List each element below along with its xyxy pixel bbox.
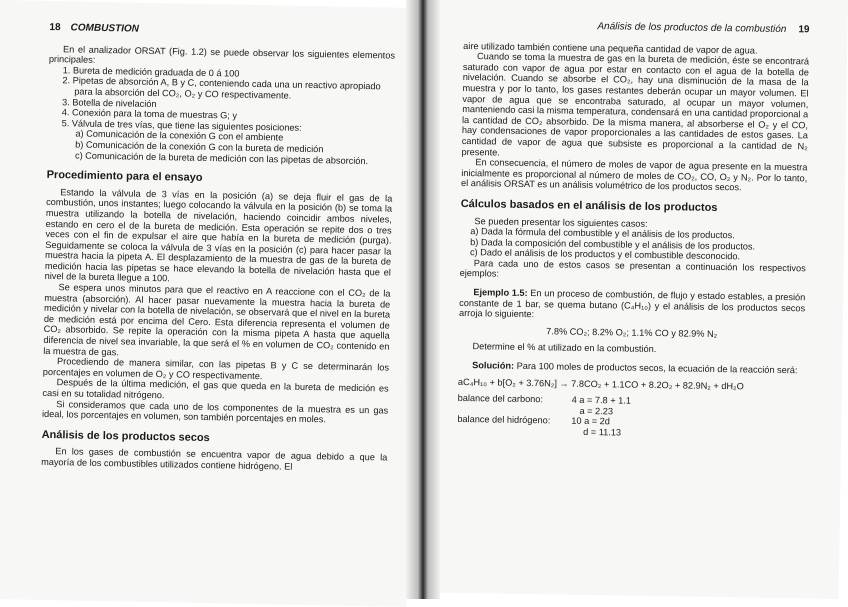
balance-label: balance del hidrógeno:: [457, 414, 551, 426]
example-text: En un proceso de combustión, de flujo y estado estables, a presión constante de 1 bar, se quema butano (C₄H₁₀) y el análisis de los productos secos arroja lo siguiente:: [458, 288, 806, 320]
example-question: Determine el % at utilizado en la combustión.: [472, 341, 657, 355]
body-paragraph: aire utilizado también contiene una pequeña cantidad de vapor de agua.: [463, 40, 758, 56]
procedure-paragraph: Si consideramos que cada uno de los componentes de la muestra es un gas ideal, los porcentajes en volumen, son también porcentajes en moles.: [41, 398, 389, 425]
book-gutter: [406, 0, 440, 599]
balance-equation: 10 a = 2d: [571, 416, 611, 427]
procedure-paragraph: Procediendo de manera similar, con las pipetas B y C se determinarán los porcentajes en volumen de O₂ y CO respectivamente.: [42, 356, 390, 381]
right-page: [423, 0, 848, 599]
element-item: 5. Válvula de tres vías, que tiene las siguientes posiciones:: [61, 117, 302, 133]
orsat-elements-list: [47, 65, 395, 167]
cases-list: [470, 226, 806, 263]
case-item: c) Dado el análisis de los productos y el combustible desconocido.: [469, 247, 741, 262]
solution-text: Para 100 moles de productos secos, la ecuación de la reacción será:: [513, 360, 798, 376]
procedure-paragraph: Se espera unos minutos para que el reactivo en A reaccione con el CO₂ de la muestra (absorción). Al hacer pasar nuevamente la muestra hacia la bureta de medición y nivelar con la botella de nivelación, se observará que el nivel en la bureta de medición está por encima del Cero. Esta diferencia representa el volumen de CO₂ absorbido. Se repite la operación con la misma pipeta A hasta que aquella diferencia de nivel sea invariable, la que será el % en volumen de CO₂ contenido en la muestra de gas.: [43, 282, 391, 357]
case-item: b) Dada la composición del combustible y el análisis de los productos.: [470, 236, 756, 252]
right-page-number: 19: [798, 24, 810, 36]
solution-label: Solución:: [472, 360, 515, 371]
balance-equation: d = 11.13: [583, 426, 622, 438]
right-page-header: [463, 20, 809, 36]
balance-label: [457, 425, 571, 437]
section-heading-dry-products: Análisis de los productos secos: [41, 428, 210, 444]
example-label: Ejemplo 1.5:: [473, 287, 528, 299]
balance-equation: a = 2.23: [579, 405, 614, 417]
cases-intro: Se pueden presentar los siguientes casos:: [474, 215, 648, 229]
section-heading-calculations: Cálculos basados en el análisis de los productos: [460, 197, 718, 214]
procedure-paragraph: Estando la válvula de 3 vías en la posición (a) se deja fluir el gas de la combustión, unos instantes; luego colocando la válvula en la posición (b) se toma la muestra utilizando la botella de nivelación, haciendo coincidir ambos niveles, estando en cero el de la bureta de medición. Esta operación se repite dos o tres veces con el fin de expulsar el aire que había en la bureta de medición (purga). Seguidamente se coloca la válvula de 3 vías en la posición (c) para hacer pasar la muestra hacia la pipeta A. El desplazamiento de la muestra de gas de la bureta de medición hacia las pipetas se hace elevando la botella de nivelación hasta que el nivel de la bureta llegue a 100.: [44, 186, 393, 284]
left-page-number: 18: [49, 21, 61, 34]
case-item: a) Dada la fórmula del combustible y el análisis de los productos.: [470, 226, 735, 241]
valve-positions-list: [61, 129, 394, 167]
left-page: [0, 0, 418, 607]
cases-outro: Para cada uno de estos casos se presentan a continuación los respectivos ejemplos:: [459, 258, 806, 280]
body-paragraph: Cuando se toma la muestra de gas en la bureta de medición, éste se encontrará saturado con vapor de agua por estar en contacto con el agua de la botella de nivelación. Cuando se absorbe el CO₂, hay una disminución de la masa de la muestra y por lo tanto, los gases restantes deberán ocupar un mayor volumen. El vapor de agua que se encontraba saturado, al ocupar un mayor volumen, manteniendo casi la misma temperatura, condensará en una cantidad proporcional a la cantidad de CO₂ absorbido. De la misma manera, al absorberse el O₂ y el CO, hay condensaciones de vapor proporcionales a las cantidades de estos gases. La cantidad de vapor de agua que subsiste es proporcional a la cantidad de N₂ presente.: [461, 51, 810, 158]
section-heading-procedure: Procedimiento para el ensayo: [46, 169, 203, 185]
orsat-intro: En el analizador ORSAT (Fig. 1.2) se puede observar los siguientes elementos principales:: [48, 43, 396, 66]
valve-position-item: a) Comunicación de la conexión G con el ambiente: [75, 128, 284, 143]
element-item: 2. Pipetas de absorción A, B y C, conteniendo cada una un reactivo apropiado para la absorción del CO₂, O₂ y CO respectivamente.: [62, 75, 381, 101]
product-composition: 7.8% CO₂; 8.2% O₂; 1.1% CO y 82.9% N₂: [546, 326, 718, 339]
balance-label: balance del carbono:: [457, 393, 544, 405]
procedure-paragraph: Después de la última medición, el gas que queda en la bureta de medición es casi en su totalidad nitrógeno.: [42, 377, 389, 401]
balance-equations: [457, 393, 804, 441]
element-item: 3. Botella de nivelación: [61, 96, 157, 109]
solution-statement: [458, 360, 804, 376]
valve-position-item: b) Comunicación de la conexión G con la bureta de medición: [75, 139, 324, 155]
left-page-header: [49, 23, 395, 40]
reaction-equation: aC₄H₁₀ + b[O₂ + 3.76N₂] → 7.8CO₂ + 1.1CO + 8.2O₂ + 82.9N₂ + dH₂O: [457, 376, 744, 392]
valve-position-item: c) Comunicación de la bureta de medición con las pipetas de absorción.: [74, 150, 369, 166]
element-item: 4. Conexión para la toma de muestras G; y: [61, 107, 238, 121]
right-running-head: Análisis de los productos de la combustión: [597, 21, 787, 36]
left-running-head: COMBUSTION: [70, 22, 140, 35]
example-statement: [459, 287, 805, 324]
balance-equation: 4 a = 7.8 + 1.1: [571, 394, 632, 406]
dry-products-paragraph: En los gases de combustión se encuentra vapor de agua debido a que la mayoría de los combustibles utilizados contiene hidrógeno. El: [41, 446, 388, 472]
element-item: 1. Bureta de medición graduada de 0 á 100: [62, 64, 240, 79]
body-paragraph: En consecuencia, el número de moles de vapor de agua presente en la muestra inicialmente es proporcional al número de moles de CO₂, CO, O₂ y N₂. Por lo tanto, el análisis ORSAT es un análisis volumétrico de los productos secos.: [460, 157, 808, 193]
